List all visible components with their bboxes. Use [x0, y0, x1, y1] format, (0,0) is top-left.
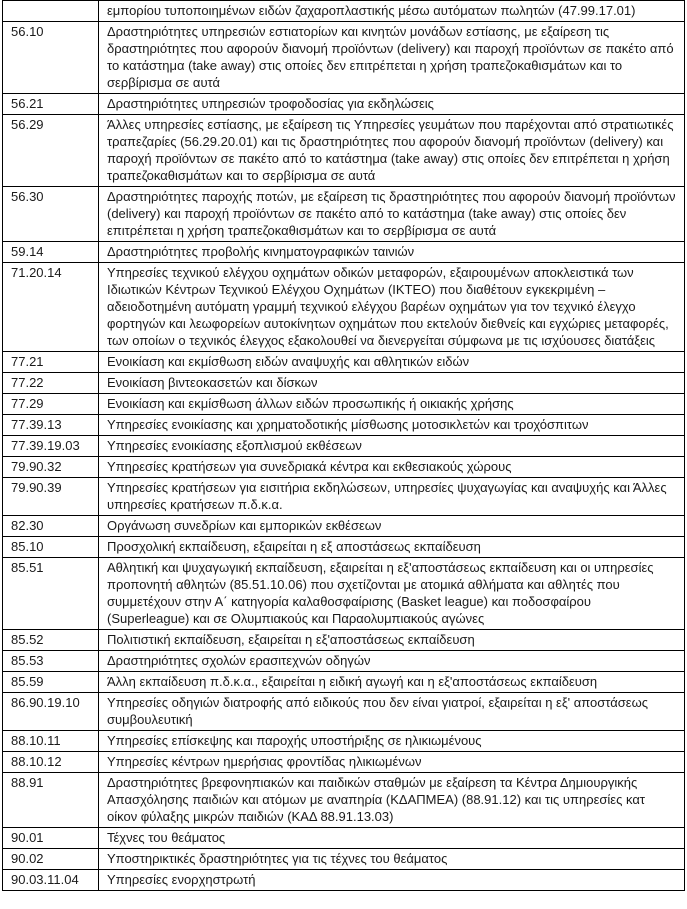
kad-description-cell: Ενοικίαση βιντεοκασετών και δίσκων [99, 373, 685, 394]
kad-description-cell: Υπηρεσίες επίσκεψης και παροχής υποστήριξης σε ηλικιωμένους [99, 731, 685, 752]
kad-table-body [3, 1, 685, 891]
kad-description-cell: Υπηρεσίες ενορχηστρωτή [99, 870, 685, 891]
kad-code-cell: 56.10 [3, 22, 99, 94]
kad-description-cell: Προσχολική εκπαίδευση, εξαιρείται η εξ αποστάσεως εκπαίδευση [99, 537, 685, 558]
kad-description-cell: Δραστηριότητες βρεφονηπιακών και παιδικών σταθμών με εξαίρεση τα Κέντρα Δημιουργικής Απασχόλησης παιδιών και ατόμων με αναπηρία (ΚΔΑΠΜΕΑ) (88.91.12) και τις υπηρεσίες κατ οίκον φύλαξης μικρών παιδιών (ΚΑΔ 88.91.13.03) [99, 773, 685, 828]
kad-code-cell: 77.39.13 [3, 415, 99, 436]
table-row [3, 394, 685, 415]
kad-code-cell: 79.90.39 [3, 478, 99, 516]
table-row [3, 1, 685, 22]
kad-codes-table [2, 0, 685, 891]
kad-code-cell: 90.03.11.04 [3, 870, 99, 891]
kad-description-cell: Δραστηριότητες υπηρεσιών τροφοδοσίας για εκδηλώσεις [99, 94, 685, 115]
kad-code-cell: 86.90.19.10 [3, 693, 99, 731]
kad-description-cell: Υπηρεσίες τεχνικού ελέγχου οχημάτων οδικών μεταφορών, εξαιρουμένων αποκλειστικά των Ιδιωτικών Κέντρων Τεχνικού Ελέγχου Οχημάτων (ΙΚΤΕΟ) που διαθέτουν εγκεκριμένη – αδειοδοτημένη αυτόματη γραμμή τεχνικού ελέγχου βαρέων οχημάτων για τον τεχνικό έλεγχο φορτηγών και λεωφορείων αυτοκίνητων οχημάτων που εκτελούν διεθνείς και εγχώριες μεταφορές, των οποίων ο τεχνικός έλεγχος εξακολουθεί να διενεργείται σύμφωνα με τις ισχύουσες διατάξεις [99, 263, 685, 352]
table-row [3, 22, 685, 94]
table-row [3, 731, 685, 752]
kad-description-cell: Υπηρεσίες κρατήσεων για συνεδριακά κέντρα και εκθεσιακούς χώρους [99, 457, 685, 478]
table-row [3, 693, 685, 731]
table-row [3, 752, 685, 773]
table-row [3, 537, 685, 558]
table-row [3, 630, 685, 651]
table-row [3, 478, 685, 516]
kad-code-cell: 88.91 [3, 773, 99, 828]
kad-code-cell: 79.90.32 [3, 457, 99, 478]
kad-description-cell: Υπηρεσίες ενοικίασης εξοπλισμού εκθέσεων [99, 436, 685, 457]
table-row [3, 651, 685, 672]
kad-code-cell: 88.10.12 [3, 752, 99, 773]
table-row [3, 516, 685, 537]
table-row [3, 352, 685, 373]
kad-description-cell: Πολιτιστική εκπαίδευση, εξαιρείται η εξ'αποστάσεως εκπαίδευση [99, 630, 685, 651]
kad-description-cell: Δραστηριότητες υπηρεσιών εστιατορίων και κινητών μονάδων εστίασης, με εξαίρεση τις δραστηριότητες που αφορούν διανομή προϊόντων (delivery) και παροχή προϊόντων σε πακέτο από το κατάστημα (take away) στις οποίες δεν επιτρέπεται η χρήση τραπεζοκαθισμάτων και το σερβίρισμα σε αυτά [99, 22, 685, 94]
kad-code-cell: 77.21 [3, 352, 99, 373]
table-row [3, 828, 685, 849]
kad-description-cell: Οργάνωση συνεδρίων και εμπορικών εκθέσεων [99, 516, 685, 537]
table-row [3, 242, 685, 263]
kad-code-cell: 56.30 [3, 187, 99, 242]
table-row [3, 849, 685, 870]
kad-code-cell: 85.51 [3, 558, 99, 630]
kad-code-cell: 85.52 [3, 630, 99, 651]
kad-description-cell: Δραστηριότητες παροχής ποτών, με εξαίρεση τις δραστηριότητες που αφορούν διανομή προϊόντων (delivery) και παροχή προϊόντων σε πακέτο από το κατάστημα (take away) στις οποίες δεν επιτρέπεται η χρήση τραπεζοκαθισμάτων και το σερβίρισμα σε αυτά [99, 187, 685, 242]
table-row [3, 187, 685, 242]
kad-description-cell: Δραστηριότητες σχολών ερασιτεχνών οδηγών [99, 651, 685, 672]
table-row [3, 870, 685, 891]
kad-code-cell: 90.01 [3, 828, 99, 849]
table-row [3, 773, 685, 828]
table-row [3, 457, 685, 478]
kad-code-cell: 88.10.11 [3, 731, 99, 752]
kad-description-cell: Άλλη εκπαίδευση π.δ.κ.α., εξαιρείται η ειδική αγωγή και η εξ'αποστάσεως εκπαίδευση [99, 672, 685, 693]
table-row [3, 436, 685, 457]
table-row [3, 94, 685, 115]
table-row [3, 558, 685, 630]
kad-description-cell: Υπηρεσίες οδηγιών διατροφής από ειδικούς που δεν είναι γιατροί, εξαιρείται η εξ' αποστάσεως συμβουλευτική [99, 693, 685, 731]
kad-description-cell: Τέχνες του θεάματος [99, 828, 685, 849]
kad-code-cell: 85.53 [3, 651, 99, 672]
kad-description-cell: εμπορίου τυποποιημένων ειδών ζαχαροπλαστικής μέσω αυτόματων πωλητών (47.99.17.01) [99, 1, 685, 22]
kad-code-cell: 71.20.14 [3, 263, 99, 352]
kad-code-cell [3, 1, 99, 22]
kad-description-cell: Ενοικίαση και εκμίσθωση άλλων ειδών προσωπικής ή οικιακής χρήσης [99, 394, 685, 415]
table-row [3, 672, 685, 693]
kad-description-cell: Ενοικίαση και εκμίσθωση ειδών αναψυχής και αθλητικών ειδών [99, 352, 685, 373]
kad-code-cell: 56.29 [3, 115, 99, 187]
kad-description-cell: Δραστηριότητες προβολής κινηματογραφικών ταινιών [99, 242, 685, 263]
kad-code-cell: 77.22 [3, 373, 99, 394]
kad-code-cell: 59.14 [3, 242, 99, 263]
kad-code-cell: 82.30 [3, 516, 99, 537]
kad-description-cell: Αθλητική και ψυχαγωγική εκπαίδευση, εξαιρείται η εξ'αποστάσεως εκπαίδευση και οι υπηρεσίες προπονητή αθλητών (85.51.10.06) που σχετίζονται με ατομικά αθλήματα και αθλητές που συμμετέχουν στην Α΄ κατηγορία καλαθοσφαίρισης (Basket league) και ποδοσφαίρου (Superleague) και σε Ολυμπιακούς και Παραολυμπιακούς αγώνες [99, 558, 685, 630]
table-row [3, 115, 685, 187]
kad-description-cell: Υποστηρικτικές δραστηριότητες για τις τέχνες του θεάματος [99, 849, 685, 870]
kad-code-cell: 77.29 [3, 394, 99, 415]
kad-description-cell: Υπηρεσίες κέντρων ημερήσιας φροντίδας ηλικιωμένων [99, 752, 685, 773]
kad-code-cell: 77.39.19.03 [3, 436, 99, 457]
kad-description-cell: Υπηρεσίες ενοικίασης και χρηματοδοτικής μίσθωσης μοτοσικλετών και τροχόσπιτων [99, 415, 685, 436]
kad-code-cell: 90.02 [3, 849, 99, 870]
table-row [3, 373, 685, 394]
kad-description-cell: Υπηρεσίες κρατήσεων για εισιτήρια εκδηλώσεων, υπηρεσίες ψυχαγωγίας και αναψυχής και Άλλες υπηρεσίες κρατήσεων π.δ.κ.α. [99, 478, 685, 516]
kad-code-cell: 85.59 [3, 672, 99, 693]
table-row [3, 263, 685, 352]
kad-code-cell: 56.21 [3, 94, 99, 115]
table-row [3, 415, 685, 436]
kad-code-cell: 85.10 [3, 537, 99, 558]
kad-description-cell: Άλλες υπηρεσίες εστίασης, με εξαίρεση τις Υπηρεσίες γευμάτων που παρέχονται από στρατιωτικές τραπεζαρίες (56.29.20.01) και τις δραστηριότητες που αφορούν διανομή προϊόντων (delivery) και παροχή προϊόντων σε πακέτο από το κατάστημα (take away) στις οποίες δεν επιτρέπεται η χρήση τραπεζοκαθισμάτων και το σερβίρισμα σε αυτά [99, 115, 685, 187]
